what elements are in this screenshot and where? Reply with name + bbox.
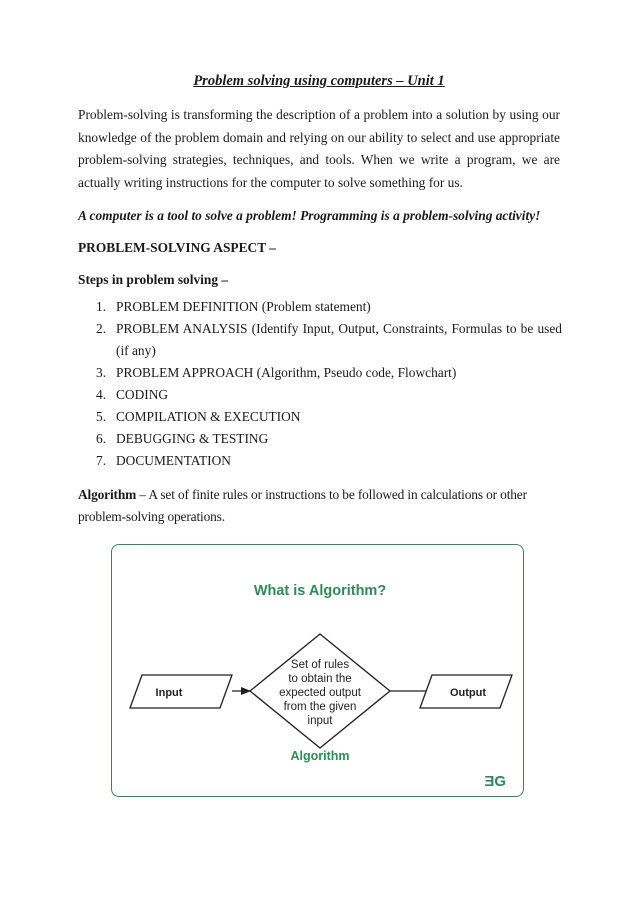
intro-paragraph: Problem-solving is transforming the description of a problem into a solution by using our knowledge of the problem domain and relying on our ability to select and use appropriate problem-solving strategies, techniques, and tools. When we write a program, we are actually writing instructions for the computer to solve something for us. [78,107,560,190]
list-item [78,362,562,384]
diamond-line: from the given [283,701,357,713]
algorithm-definition [78,484,560,528]
list-item [78,296,562,318]
list-item [78,450,562,472]
output-label: Output [449,687,487,699]
list-item [78,318,562,362]
step-text: PROBLEM APPROACH (Algorithm, Pseudo code, Flowchart) [116,365,457,380]
step-number: 2. [96,321,107,336]
step-text: COMPILATION & EXECUTION [116,409,301,424]
step-number: 4. [96,387,107,402]
tagline: A computer is a tool to solve a problem! Programming is a problem-solving activity! [78,208,541,223]
step-text: DEBUGGING & TESTING [116,431,269,446]
diamond-line: to obtain the [288,673,352,685]
diamond-line: input [307,715,333,727]
step-number: 5. [96,409,107,424]
page-title: Problem solving using computers – Unit 1 [193,73,445,89]
diamond-line: Set of rules [290,659,350,671]
diagram-caption: Algorithm [290,749,350,763]
step-text: PROBLEM DEFINITION (Problem statement) [116,299,371,314]
algorithm-diagram-svg [112,545,525,798]
list-item [78,428,562,450]
diamond-line: expected output [279,687,361,699]
diagram-heading: What is Algorithm? [253,583,387,599]
steps-list [78,296,562,472]
algorithm-diagram [111,544,524,797]
step-number: 3. [96,365,107,380]
step-text: DOCUMENTATION [116,453,231,468]
step-text: CODING [116,387,169,402]
step-number: 1. [96,299,107,314]
section-heading: PROBLEM-SOLVING ASPECT – [78,240,276,255]
step-text: PROBLEM ANALYSIS (Identify Input, Output, Constraints, Formulas to be used (if any) [116,321,562,358]
step-number: 6. [96,431,107,446]
input-label: Input [155,687,183,699]
gfg-logo-icon: ƎG [484,773,506,790]
algorithm-term: Algorithm [78,487,137,502]
steps-heading: Steps in problem solving – [78,272,229,287]
step-number: 7. [96,453,107,468]
algorithm-definition-text: – A set of finite rules or instructions to be followed in calculations or other problem-solving operations. [78,487,527,524]
list-item [78,384,562,406]
list-item [78,406,562,428]
